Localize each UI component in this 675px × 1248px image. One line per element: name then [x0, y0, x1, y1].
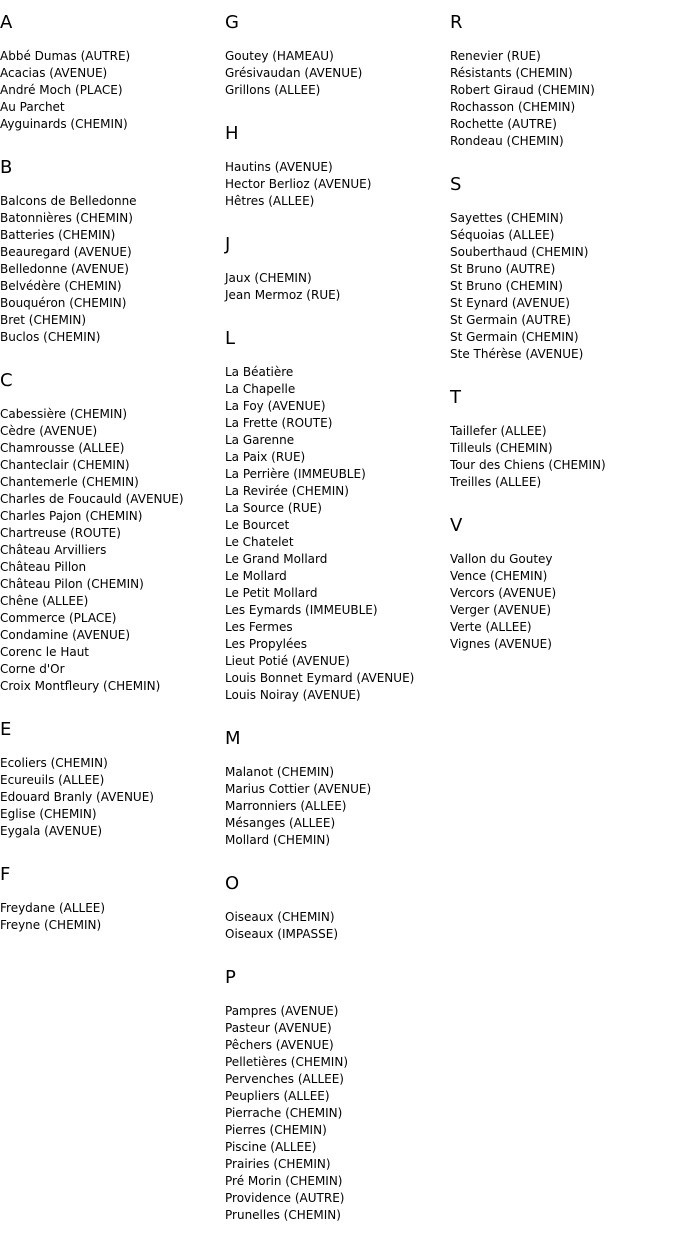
street-index-column-3: [450, 12, 672, 677]
street-item: Providence (AUTRE): [225, 1191, 345, 1205]
street-list: [225, 1003, 447, 1224]
street-item: Chêne (ALLEE): [0, 594, 89, 608]
street-item: Château Pilon (CHEMIN): [0, 577, 144, 591]
street-item: St Germain (CHEMIN): [450, 330, 579, 344]
street-item: Buclos (CHEMIN): [0, 330, 101, 344]
street-item: André Moch (PLACE): [0, 83, 123, 97]
street-list: [450, 48, 672, 150]
street-item: Charles Pajon (CHEMIN): [0, 509, 143, 523]
street-item: Le Mollard: [225, 569, 287, 583]
street-item: Prunelles (CHEMIN): [225, 1208, 341, 1222]
letter-group: [225, 967, 447, 1224]
letter-group: [225, 12, 447, 99]
street-item: Eygala (AVENUE): [0, 824, 103, 838]
letter-group: [450, 174, 672, 363]
street-item: St Eynard (AVENUE): [450, 296, 570, 310]
street-item: Taillefer (ALLEE): [450, 424, 547, 438]
street-item: Pierres (CHEMIN): [225, 1123, 327, 1137]
street-item: Le Chatelet: [225, 535, 294, 549]
street-item: Peupliers (ALLEE): [225, 1089, 330, 1103]
street-item: Ecureuils (ALLEE): [0, 773, 105, 787]
street-item: St Germain (AUTRE): [450, 313, 571, 327]
street-item: Louis Noiray (AVENUE): [225, 688, 361, 702]
street-item: Sayettes (CHEMIN): [450, 211, 564, 225]
street-item: Rochasson (CHEMIN): [450, 100, 576, 114]
street-list: [0, 48, 222, 133]
street-item: Balcons de Belledonne: [0, 194, 137, 208]
street-item: Grillons (ALLEE): [225, 83, 321, 97]
street-item: Cabessière (CHEMIN): [0, 407, 128, 421]
letter-heading: V: [450, 515, 463, 536]
street-item: Pelletières (CHEMIN): [225, 1055, 348, 1069]
letter-heading: P: [225, 967, 236, 988]
street-item: Pervenches (ALLEE): [225, 1072, 344, 1086]
street-item: Malanot (CHEMIN): [225, 765, 335, 779]
letter-heading: A: [0, 12, 13, 33]
street-item: Chantemerle (CHEMIN): [0, 475, 139, 489]
street-item: Croix Montfleury (CHEMIN): [0, 679, 161, 693]
street-item: La Chapelle: [225, 382, 296, 396]
street-item: Grésivaudan (AVENUE): [225, 66, 363, 80]
street-item: Batonnières (CHEMIN): [0, 211, 133, 225]
street-item: Corenc le Haut: [0, 645, 90, 659]
street-item: Les Eymards (IMMEUBLE): [225, 603, 378, 617]
letter-group: [0, 370, 222, 695]
street-item: Vignes (AVENUE): [450, 637, 552, 651]
street-item: Hêtres (ALLEE): [225, 194, 315, 208]
street-item: Pampres (AVENUE): [225, 1004, 339, 1018]
street-list: [225, 270, 447, 304]
street-item: Eglise (CHEMIN): [0, 807, 97, 821]
street-item: La Source (RUE): [225, 501, 322, 515]
street-item: La Paix (RUE): [225, 450, 306, 464]
street-list: [450, 423, 672, 491]
street-item: Pasteur (AVENUE): [225, 1021, 332, 1035]
street-item: Jaux (CHEMIN): [225, 271, 312, 285]
street-list: [225, 48, 447, 99]
street-item: Hector Berlioz (AVENUE): [225, 177, 372, 191]
street-item: Séquoias (ALLEE): [450, 228, 555, 242]
street-item: Commerce (PLACE): [0, 611, 117, 625]
street-item: Rondeau (CHEMIN): [450, 134, 564, 148]
letter-heading: H: [225, 123, 239, 144]
street-list: [225, 764, 447, 849]
street-item: Bret (CHEMIN): [0, 313, 87, 327]
street-item: Résistants (CHEMIN): [450, 66, 573, 80]
street-item: Pêchers (AVENUE): [225, 1038, 334, 1052]
street-list: [450, 210, 672, 363]
street-item: Vercors (AVENUE): [450, 586, 557, 600]
street-item: Belvédère (CHEMIN): [0, 279, 122, 293]
street-item: Verte (ALLEE): [450, 620, 532, 634]
street-item: Chanteclair (CHEMIN): [0, 458, 130, 472]
letter-heading: S: [450, 174, 462, 195]
street-item: Château Arvilliers: [0, 543, 107, 557]
letter-group: [0, 157, 222, 346]
street-item: Pierrache (CHEMIN): [225, 1106, 343, 1120]
letter-group: [225, 328, 447, 704]
street-item: Au Parchet: [0, 100, 65, 114]
street-item: Freydane (ALLEE): [0, 901, 106, 915]
street-item: Lieut Potié (AVENUE): [225, 654, 350, 668]
street-list: [225, 159, 447, 210]
street-item: Le Grand Mollard: [225, 552, 328, 566]
street-item: Marius Cottier (AVENUE): [225, 782, 372, 796]
street-item: Acacias (AVENUE): [0, 66, 108, 80]
street-item: Le Bourcet: [225, 518, 290, 532]
street-item: Pré Morin (CHEMIN): [225, 1174, 343, 1188]
street-item: Edouard Branly (AVENUE): [0, 790, 154, 804]
letter-group: [450, 515, 672, 653]
letter-group: [225, 873, 447, 943]
street-list: [450, 551, 672, 653]
street-item: Mollard (CHEMIN): [225, 833, 331, 847]
street-item: La Béatière: [225, 365, 294, 379]
street-item: Beauregard (AVENUE): [0, 245, 132, 259]
letter-heading: C: [0, 370, 13, 391]
street-item: Piscine (ALLEE): [225, 1140, 317, 1154]
street-item: Les Propylées: [225, 637, 308, 651]
street-list: [0, 900, 222, 934]
letter-heading: O: [225, 873, 240, 894]
street-list: [225, 364, 447, 704]
street-item: St Bruno (CHEMIN): [450, 279, 563, 293]
street-item: Les Fermes: [225, 620, 293, 634]
letter-heading: L: [225, 328, 236, 349]
street-item: Verger (AVENUE): [450, 603, 552, 617]
letter-heading: J: [225, 234, 231, 255]
letter-group: [225, 234, 447, 304]
letter-group: [0, 719, 222, 840]
street-item: Prairies (CHEMIN): [225, 1157, 331, 1171]
street-item: Freyne (CHEMIN): [0, 918, 102, 932]
letter-heading: T: [450, 387, 461, 408]
street-item: Charles de Foucauld (AVENUE): [0, 492, 184, 506]
letter-group: [0, 12, 222, 133]
street-item: Batteries (CHEMIN): [0, 228, 116, 242]
letter-heading: E: [0, 719, 12, 740]
street-list: [0, 755, 222, 840]
street-item: Le Petit Mollard: [225, 586, 318, 600]
street-item: Ayguinards (CHEMIN): [0, 117, 128, 131]
street-item: Cèdre (AVENUE): [0, 424, 98, 438]
street-item: La Foy (AVENUE): [225, 399, 326, 413]
street-item: St Bruno (AUTRE): [450, 262, 556, 276]
street-item: Mésanges (ALLEE): [225, 816, 336, 830]
street-item: Chartreuse (ROUTE): [0, 526, 121, 540]
letter-heading: B: [0, 157, 13, 178]
street-item: Louis Bonnet Eymard (AVENUE): [225, 671, 415, 685]
street-index-column-2: [225, 12, 447, 1248]
letter-heading: F: [0, 864, 11, 885]
letter-heading: R: [450, 12, 463, 33]
street-item: Vallon du Goutey: [450, 552, 553, 566]
street-item: Abbé Dumas (AUTRE): [0, 49, 131, 63]
street-item: Bouquéron (CHEMIN): [0, 296, 127, 310]
street-list: [225, 909, 447, 943]
street-item: La Frette (ROUTE): [225, 416, 333, 430]
letter-group: [450, 387, 672, 491]
letter-group: [450, 12, 672, 150]
street-item: Tour des Chiens (CHEMIN): [450, 458, 606, 472]
street-item: Vence (CHEMIN): [450, 569, 548, 583]
street-item: La Revirée (CHEMIN): [225, 484, 349, 498]
street-item: Renevier (RUE): [450, 49, 541, 63]
street-item: Corne d'Or: [0, 662, 65, 676]
street-item: Jean Mermoz (RUE): [225, 288, 341, 302]
street-list: [0, 406, 222, 695]
street-item: La Perrière (IMMEUBLE): [225, 467, 366, 481]
street-item: Treilles (ALLEE): [450, 475, 542, 489]
street-item: Tilleuls (CHEMIN): [450, 441, 553, 455]
street-list: [0, 193, 222, 346]
street-item: Hautins (AVENUE): [225, 160, 333, 174]
street-item: Condamine (AVENUE): [0, 628, 131, 642]
street-item: Robert Giraud (CHEMIN): [450, 83, 595, 97]
letter-group: [225, 123, 447, 210]
street-item: Rochette (AUTRE): [450, 117, 557, 131]
letter-group: [0, 864, 222, 934]
street-item: Belledonne (AVENUE): [0, 262, 129, 276]
letter-heading: M: [225, 728, 241, 749]
street-index-column-1: [0, 12, 222, 958]
street-item: Marronniers (ALLEE): [225, 799, 347, 813]
street-item: Château Pillon: [0, 560, 87, 574]
street-item: Ecoliers (CHEMIN): [0, 756, 108, 770]
street-item: Ste Thérèse (AVENUE): [450, 347, 584, 361]
street-item: Souberthaud (CHEMIN): [450, 245, 589, 259]
letter-heading: G: [225, 12, 239, 33]
letter-group: [225, 728, 447, 849]
street-item: Oiseaux (IMPASSE): [225, 927, 339, 941]
street-item: Chamrousse (ALLEE): [0, 441, 125, 455]
street-item: Goutey (HAMEAU): [225, 49, 334, 63]
street-item: La Garenne: [225, 433, 295, 447]
street-item: Oiseaux (CHEMIN): [225, 910, 335, 924]
